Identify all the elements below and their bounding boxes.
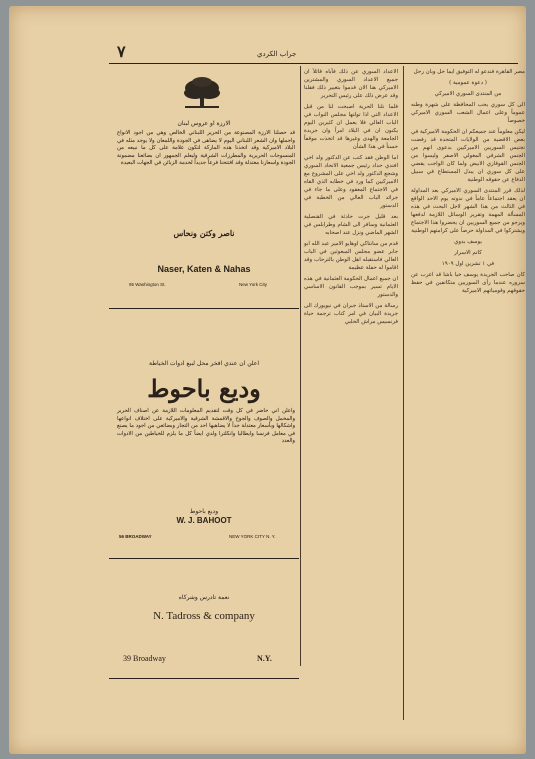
ad-address: 39 Broadway <box>123 654 166 663</box>
article-paragraph: فلما نلنا الحرية اصبحت لنا من قبل الاعداد التي اذا تولتها مجلس النواب في الباب العالي فلا يعمل ان كثيرين اليوم يكنون ان في البلاد امراً وان جريدة الجامعة والهدى وغيرها قد اتخذت موقفاً حسناً في هذا الشأن <box>304 104 398 150</box>
ad-divider <box>109 308 299 309</box>
ad-arabic-name: نعمة تادرس وشركاه <box>178 594 230 601</box>
article-paragraph: رسالة من الاستاذ جبران في نيويورك الى جريدة البيان في امر كتاب ترجمة حياة فرنسيس مراش الحلبي <box>304 303 398 325</box>
article-closing: كان صاحب الجريدة يوسف خيا باشا قد اعرب عن سروره عندما رأى السوريين متكاتفين في حفظ حقوقهم وقومياتهم الاميركية <box>411 272 525 294</box>
article-paragraph: بعد قليل جرت حادثة في القنصلية العثمانية وسافر الى الشام وطرابلس في الشهر الماضي ونزل عند اصحابه <box>304 214 398 236</box>
page-header <box>9 6 526 66</box>
article-paragraph: لذلك قرر المنتدى السوري الاميركي بعد المداولة ان يعقد اجتماعاً عاماً في ندوته يوم الاحد الواقع في الثالث من هذا الشهر لاجل البحث في هذه المسألة المهمة وتقرير الوسائل اللازمة لدفعها ويرجو من جميع السوريين ان يحضروا هذا الاجتماع ويشتركوا في المداولة حرصاً على كرامتهم الوطنية <box>411 188 525 234</box>
article-paragraph: الى كل سوري يحب المحافظة على شهرة وطنه عموماً وعلى اعمال الشعب السوري الاميركي خصوصاً <box>411 102 525 124</box>
header-divider <box>109 63 518 64</box>
ad-company-name: W. J. BAHOOT <box>176 516 232 525</box>
ad-city: N.Y. <box>257 654 272 663</box>
page-number: ٧ <box>117 42 126 61</box>
article-paragraph: الاعداد السوري عن ذلك فأباه قائلاً ان جميع الاعداد السوري والمشترين الاميركي هنا الان قدموا بتغيير ذلك فقلنا وقد عرض ذلك على رئيس التحرير <box>304 69 398 99</box>
ad-body-text: قد حصلنا الارزة المصنوعة من الحرير اللبناني الخالص وهي من اجود الانواع واجملها وان الشعر اللبناني اليوم لا يضاهى في الجودة واللمعان ولا يوجد مثله في البلاد الاميركية وقد اتخذنا هذه الماركة لتكون علامة على كل ما نبيعه من المنسوجات الحريرية والمطرزات الشرقية وليعلم الجمهور ان بضائعنا مضمونة الجودة واسعارنا معتدلة وقد افتتحنا فرعاً جديداً لخدمة الزبائن في الجهات البعيدة <box>117 130 295 166</box>
ad-address: 56 BROADWAY <box>119 534 152 539</box>
section-heading: ( دعوة عمومية ) <box>449 80 487 86</box>
ad-address: 95 Washington St. <box>129 282 166 287</box>
column-divider-right <box>403 66 404 720</box>
ad-city: New York City <box>239 282 268 287</box>
ad-body-text: واعلن اني حاضر في كل وقت لتقديم المعلومات اللازمة عن اصناف الحرير والمخمل والصوف والجوخ والاقمشة الشرقية والاميركية على اختلاف انواعها واشكالها وبأسعار معتدلة جداً لا يضاهيها احد من التجار وبضائعي من اجود ما يصنع في معامل فرنسا وايطاليا وانكلترا ولدي ايضاً كل ما يلزم للخياطين من الادوات والعدد <box>117 408 295 444</box>
article-paragraph: قدم من سانتاكي اوهايو الامير عبد الله ابو جابر عضو مجلس المبعوثين في الباب العالي فاستقبله اهل الوطن بالترحاب وقد اقاموا له حفلة عظيمة <box>304 241 398 271</box>
ad-arabic-name: وديع باحوط <box>147 374 261 403</box>
ad-city: NEW YORK CITY N. Y. <box>229 534 276 539</box>
signature-name: يوسف بدوي <box>454 239 482 245</box>
ad-divider <box>109 678 299 679</box>
newspaper-page <box>9 6 526 754</box>
article-date: في ١ تشرين اول ١٩٠٩ <box>441 261 495 267</box>
ad-company-name: Naser, Katen & Nahas <box>157 264 251 274</box>
cedar-tree-icon <box>181 76 223 112</box>
signature-title: كاتم الاسرار <box>454 250 482 256</box>
paper-title: جراب الكردي <box>257 50 297 58</box>
section-subheading: من المنتدى السوري الاميركي <box>434 91 502 97</box>
ad-signature: وديع باحوط <box>189 508 219 515</box>
advertisements-column <box>109 68 299 708</box>
article-paragraph: ان جميع اعمال الحكومة العثمانية في هذه الايام تسير بموجب القانون الاساسي والدستور <box>304 276 398 298</box>
article-column-right <box>405 68 531 722</box>
article-paragraph: اما الوطن فقد كتب عن الدكتور ولد اخي افندي حداد رئيس جمعية الاتحاد السوري وشجع الدكتور ولد اخي على المشروع مع الاميركيين كما ورد في خطابه الذي القاه في الاجتماع المعقود وعلى ما جاء في جرائد الباب العالي من الخطبة في الدستور <box>304 155 398 209</box>
ad-heading: الارزة او عروس لبنان <box>177 120 231 127</box>
article-column-middle <box>300 68 402 668</box>
ad-divider <box>109 558 299 559</box>
article-paragraph: ليكن معلوماً عند جميعكم ان الحكومة الاميركية في بعض الاقضية من الولايات المتحدة قد رفضت تجنيس السوريين الاميركيين بدعوى انهم من الجنس الشرقي المغولي الاصفر وليسوا من الجنس القوقازي الابيض ولما كان الواجب يقضي على كل سوري ان يبذل المستطاع في سبيل الدفاع عن حقوقه الوطنية <box>411 129 525 183</box>
ad-company-name: N. Tadross & company <box>153 610 255 622</box>
ad-intro-line: اعلن ان عندي افخر محل لبيع ادوات الخياطة <box>148 360 259 367</box>
ad-signature: ناصر وكتن ونحاس <box>173 228 235 238</box>
ad-naser-katen-nahas <box>109 68 299 300</box>
article-opening: مصر القاهرة فندعو له التوفيق ايما حل وبان رحل <box>413 69 525 75</box>
